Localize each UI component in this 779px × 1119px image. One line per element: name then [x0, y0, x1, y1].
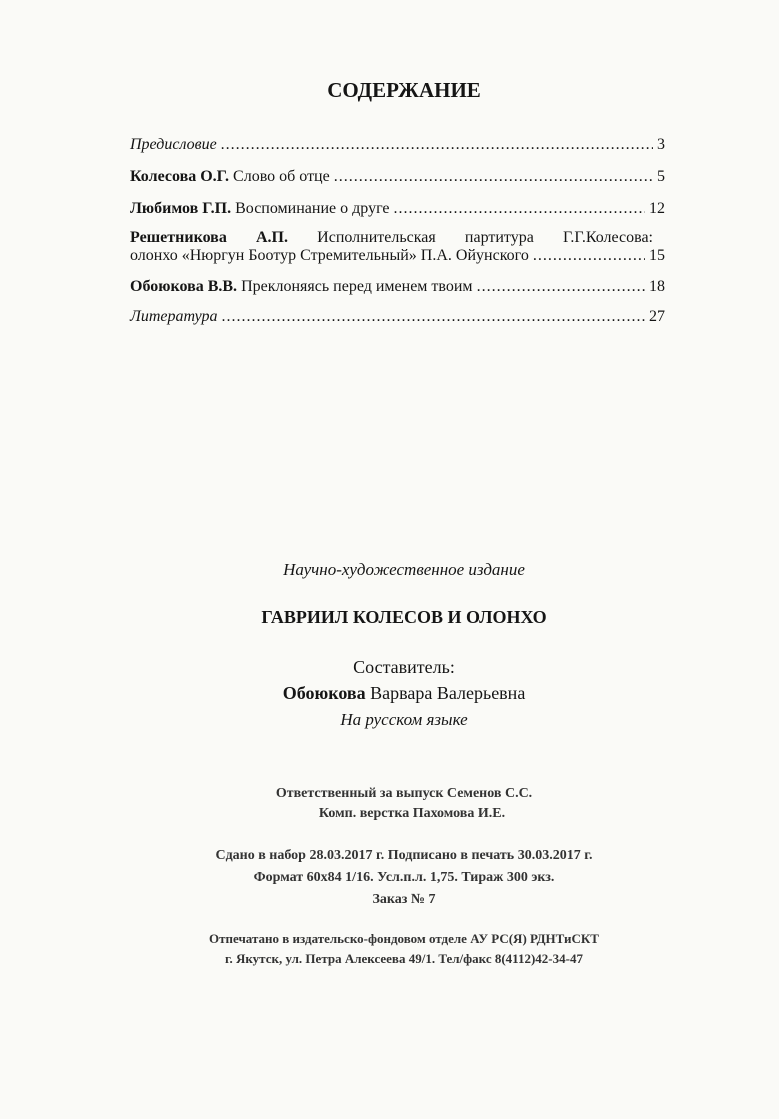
toc-page: 15 [649, 247, 665, 264]
toc-author: Обоюкова В.В. [130, 278, 238, 295]
toc-title: Предисловие [130, 136, 217, 153]
toc-entry-literature [130, 308, 665, 328]
book-title: ГАВРИИЛ КОЛЕСОВ И ОЛОНХО [261, 607, 547, 627]
toc-entry-line2 [130, 247, 665, 267]
toc-entry [130, 168, 665, 188]
language: На русском языке [340, 710, 468, 729]
toc-leader [334, 168, 653, 186]
compiler [0, 683, 779, 704]
toc-page: 12 [649, 200, 665, 217]
printer: Отпечатано в издательско-фондовом отделе АУ РС(Я) РДНТиСКТ [209, 931, 599, 946]
toc-title: олонхо «Нюргун Боотур Стремительный» П.А. Ойунского [130, 247, 529, 264]
compiler-surname: Обоюкова [282, 683, 366, 703]
toc-title: Преклоняясь перед именем твоим [241, 278, 473, 295]
edition-type: Научно-художественное издание [283, 560, 525, 579]
toc-page: 5 [657, 168, 665, 185]
toc-author: Любимов Г.П. [130, 200, 232, 217]
toc-author: Решетникова А.П. [130, 229, 288, 246]
toc-page: 18 [649, 278, 665, 295]
toc-entry [130, 278, 665, 298]
toc-page: 3 [657, 136, 665, 153]
layout-credit: Комп. верстка Пахомова И.Е. [318, 806, 506, 821]
order-number: Заказ № 7 [372, 892, 436, 907]
toc-entry-line1 [130, 229, 653, 247]
toc-leader [533, 247, 645, 265]
toc-author: Колесова О.Г. [130, 168, 230, 185]
compiler-name: Варвара Валерьевна [370, 683, 526, 703]
responsible-editor: Ответственный за выпуск Семенов С.С. [275, 786, 533, 801]
toc-title: Литература [130, 308, 218, 325]
toc-leader [394, 200, 645, 218]
print-format: Формат 60х84 1/16. Усл.п.л. 1,75. Тираж 300 экз. [253, 870, 555, 885]
toc-leader [222, 308, 645, 326]
contents-heading: СОДЕРЖАНИЕ [327, 78, 481, 102]
compiler-label: Составитель: [353, 657, 455, 677]
toc-entry [130, 200, 665, 220]
toc-leader [477, 278, 645, 296]
print-dates: Сдано в набор 28.03.2017 г. Подписано в печать 30.03.2017 г. [215, 848, 593, 863]
toc-title: Слово об отце [233, 168, 330, 185]
toc-title: Воспоминание о друге [235, 200, 390, 217]
toc-entry-preface [130, 136, 665, 156]
toc-title: Исполнительская партитура Г.Г.Колесова: [317, 229, 653, 246]
toc-leader [221, 136, 653, 154]
printer-address: г. Якутск, ул. Петра Алексеева 49/1. Тел/факс 8(4112)42-34-47 [225, 951, 583, 966]
toc-page: 27 [649, 308, 665, 325]
